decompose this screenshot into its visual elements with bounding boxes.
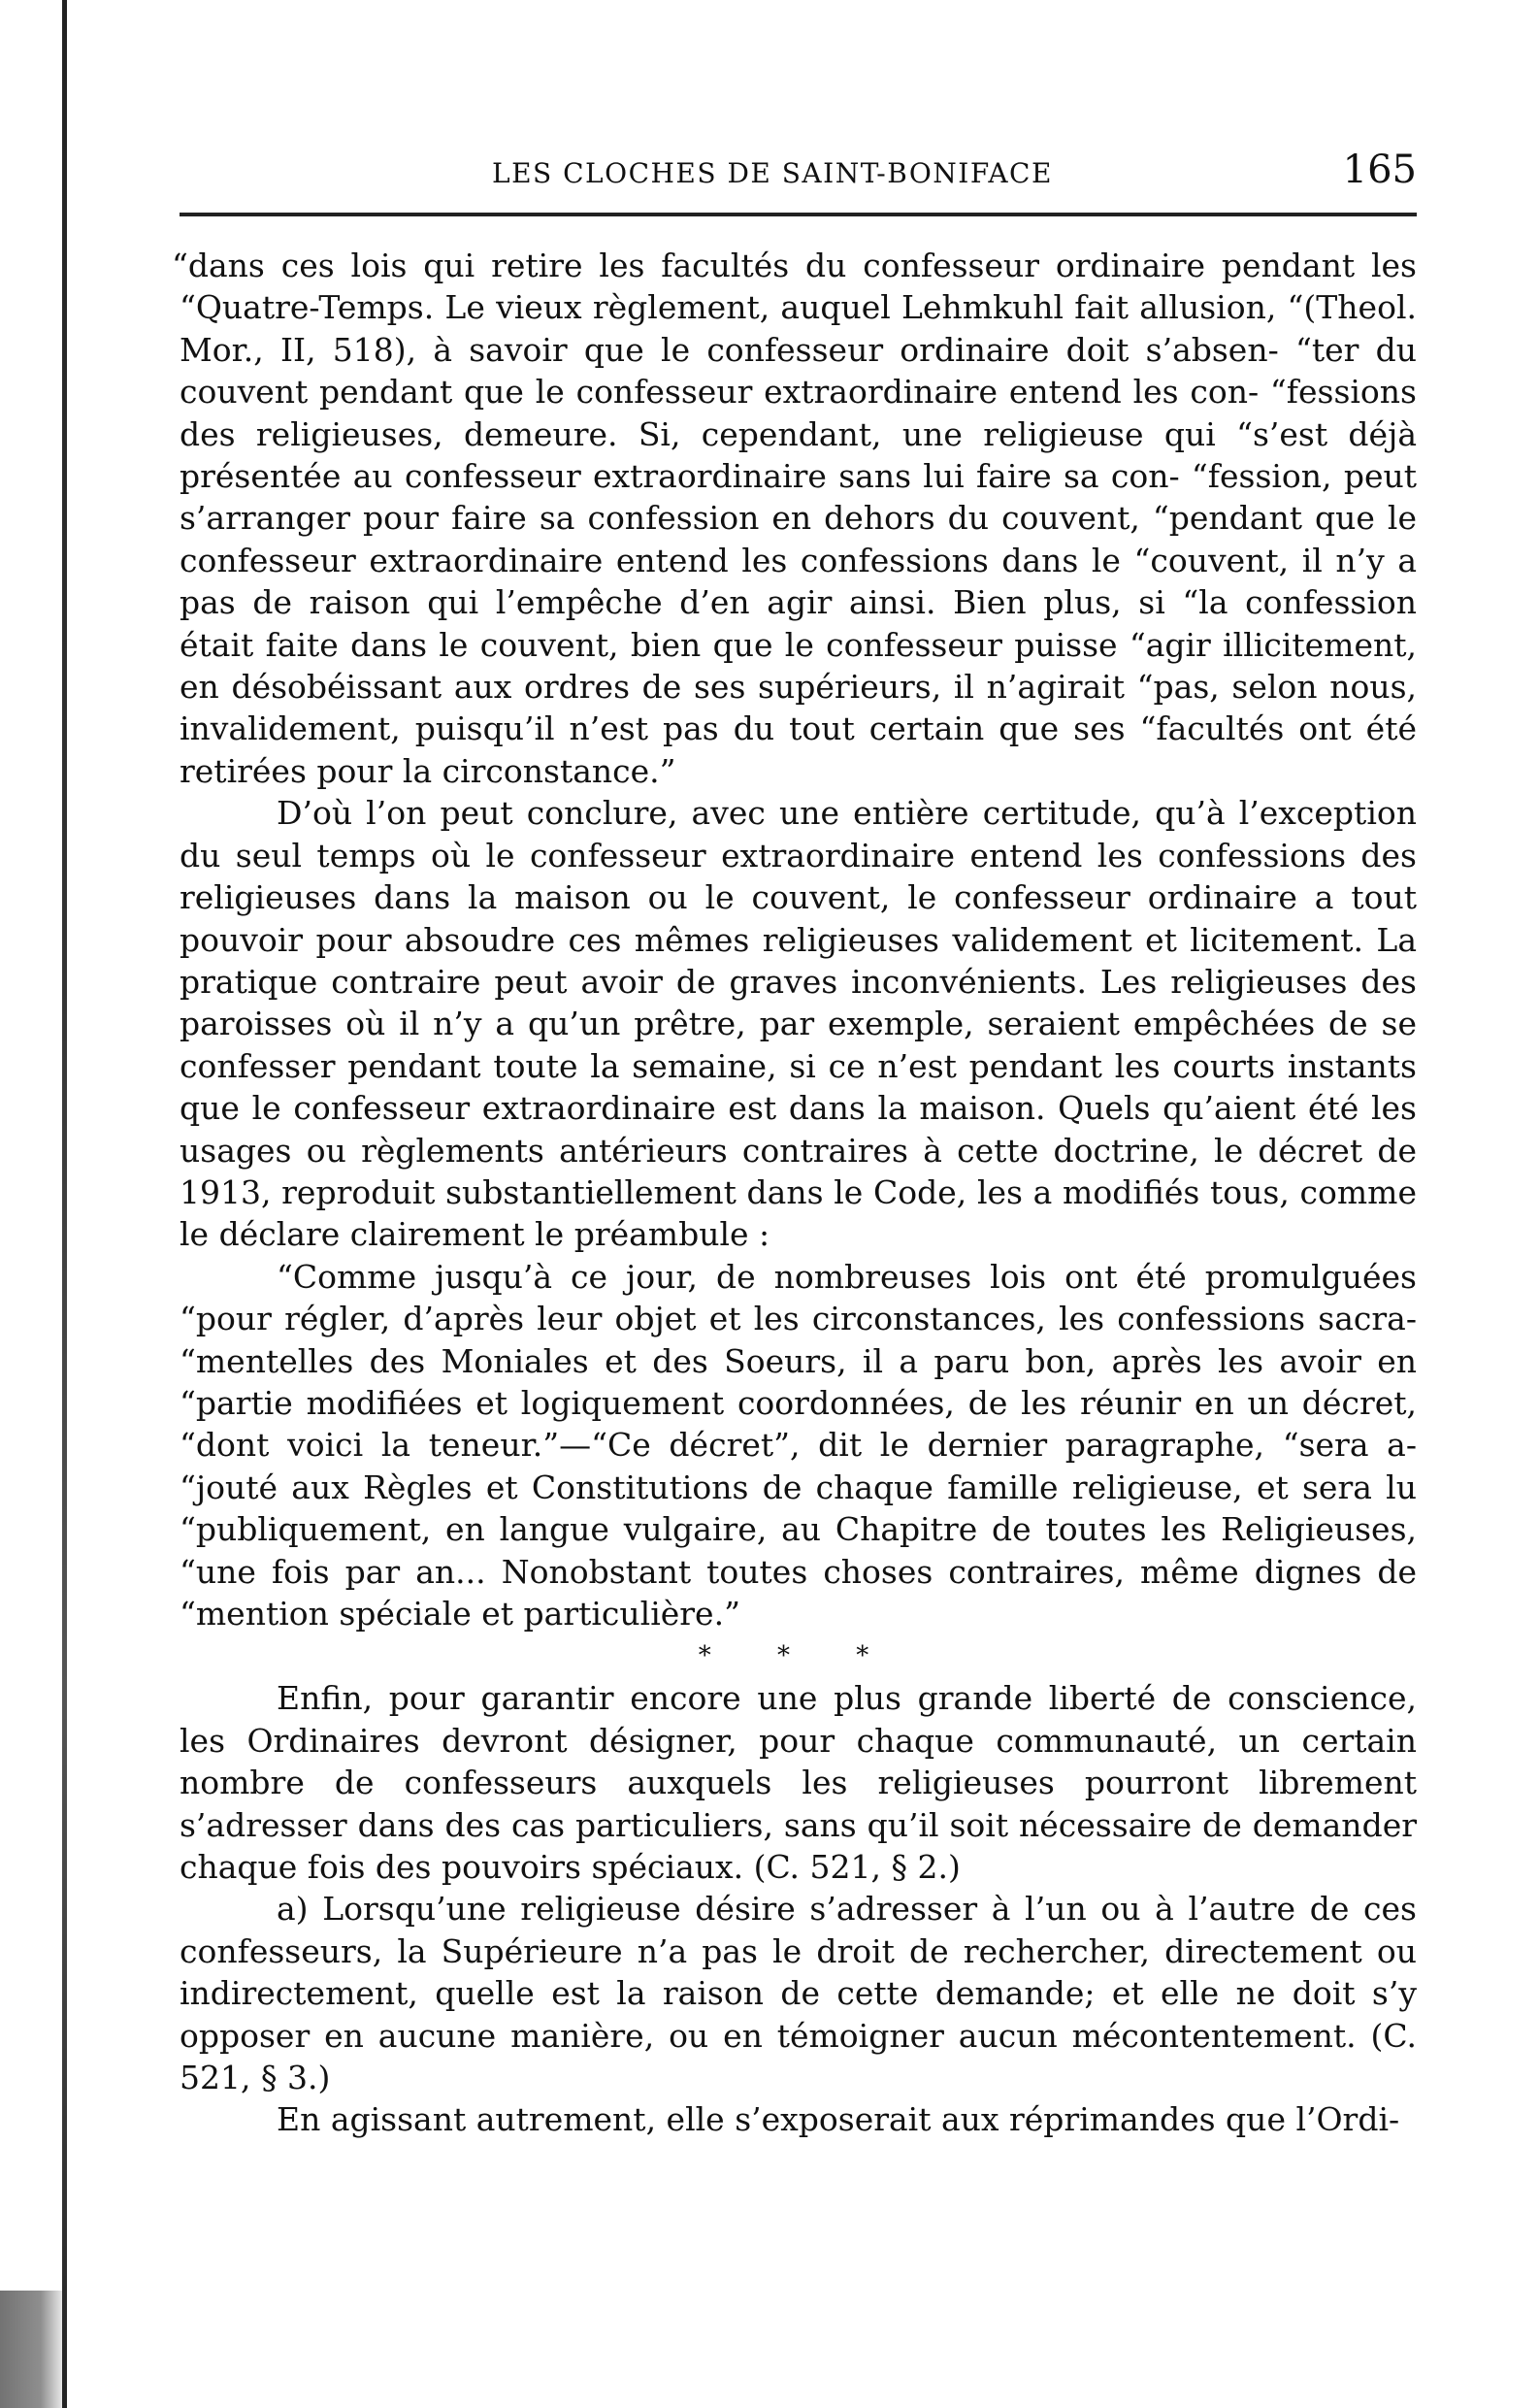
header-rule	[180, 213, 1417, 216]
paragraph-reprimands: En agissant autrement, elle s’exposerait aux réprimandes que l’Ordi-	[277, 2100, 1400, 2139]
paragraph-superior: a) Lorsqu’une religieuse désire s’adresser à l’un ou à l’autre de ces confesseurs, la Supérieure n’a pas le droit de rechercher, directement ou indirectement, quelle est la raison de cette demande; et elle ne doit s’y opposer en aucune manière, ou en témoigner aucun mécontentement. (C. 521, § 3.)	[180, 1890, 1417, 2097]
section-separator: * * *	[698, 1641, 899, 1671]
binding-shadow	[0, 2291, 68, 2408]
quote-preamble: “Comme jusqu’à ce jour, de nombreuses lois ont été promulguées “pour régler, d’après leur objet et les circonstances, les confessions sacra- “mentelles des Moniales et des Soeurs, il a paru bon, après les avoir en “partie modifiées et logiquement coordonnées, de les réunir en un décret, “dont voici la teneur.”—“Ce décret”, dit le dernier paragraphe, “sera a- “jouté aux Règles et Constitutions de chaque famille religieuse, et sera lu “publiquement, en langue vulgaire, au Chapitre de toutes les Religieuses, “une fois par an... Nonobstant toutes choses contraires, même dignes de “mention spéciale et particulière.”	[180, 1257, 1417, 1633]
running-head: LES CLOCHES DE SAINT-BONIFACE	[492, 157, 1053, 189]
page-header	[180, 148, 1417, 206]
paragraph-confessors: Enfin, pour garantir encore une plus grande liberté de conscience, les Ordinaires devront désigner, pour chaque communauté, un certain nombre de confesseurs auxquels les religieuses pourront librement s’adresser dans des cas particuliers, sans qu’il soit nécessaire de demander chaque fois des pouvoirs spéciaux. (C. 521, § 2.)	[180, 1679, 1417, 1887]
quote-lehmkuhl: “dans ces lois qui retire les facultés du confesseur ordinaire pendant les “Quatre-Temps. Le vieux règlement, auquel Lehmkuhl fait allusion, “(Theol. Mor., II, 518), à savoir que le confesseur ordinaire doit s’absen- “ter du couvent pendant que le confesseur extraordinaire entend les con- “fessions des religieuses, demeure. Si, cependant, une religieuse qui “s’est déjà présentée au confesseur extraordinaire sans lui faire sa con- “fession, peut s’arranger pour faire sa confession en dehors du couvent, “pendant que le confesseur extraordinaire entend les confessions dans le “couvent, il n’y a pas de raison qui l’empêche d’en agir ainsi. Bien plus, si “la confession était faite dans le couvent, bien que le confesseur puisse “agir illicitement, en désobéissant aux ordres de ses supérieurs, il n’agirait “pas, selon nous, invalidement, puisqu’il n’est pas du tout certain que ses “facultés ont été retirées pour la circonstance.”	[172, 247, 1417, 790]
binding-edge	[62, 0, 67, 2408]
body-text	[172, 245, 1417, 2141]
page-number: 165	[1342, 148, 1417, 192]
paragraph-conclusion: D’où l’on peut conclure, avec une entière certitude, qu’à l’exception du seul temps où le confesseur extraordinaire entend les confessions des religieuses dans la maison ou le couvent, le confesseur ordinaire a tout pouvoir pour absoudre ces mêmes religieuses validement et licitement. La pratique contraire peut avoir de graves inconvénients. Les religieuses des paroisses où il n’y a qu’un prêtre, par exemple, seraient empêchées de se confesser pendant toute la semaine, si ce n’est pendant les courts instants que le confesseur extraordinaire est dans la maison. Quels qu’aient été les usages ou règlements antérieurs contraires à cette doctrine, le décret de 1913, reproduit substantiellement dans le Code, les a modifiés tous, comme le déclare clairement le préambule :	[180, 794, 1417, 1254]
